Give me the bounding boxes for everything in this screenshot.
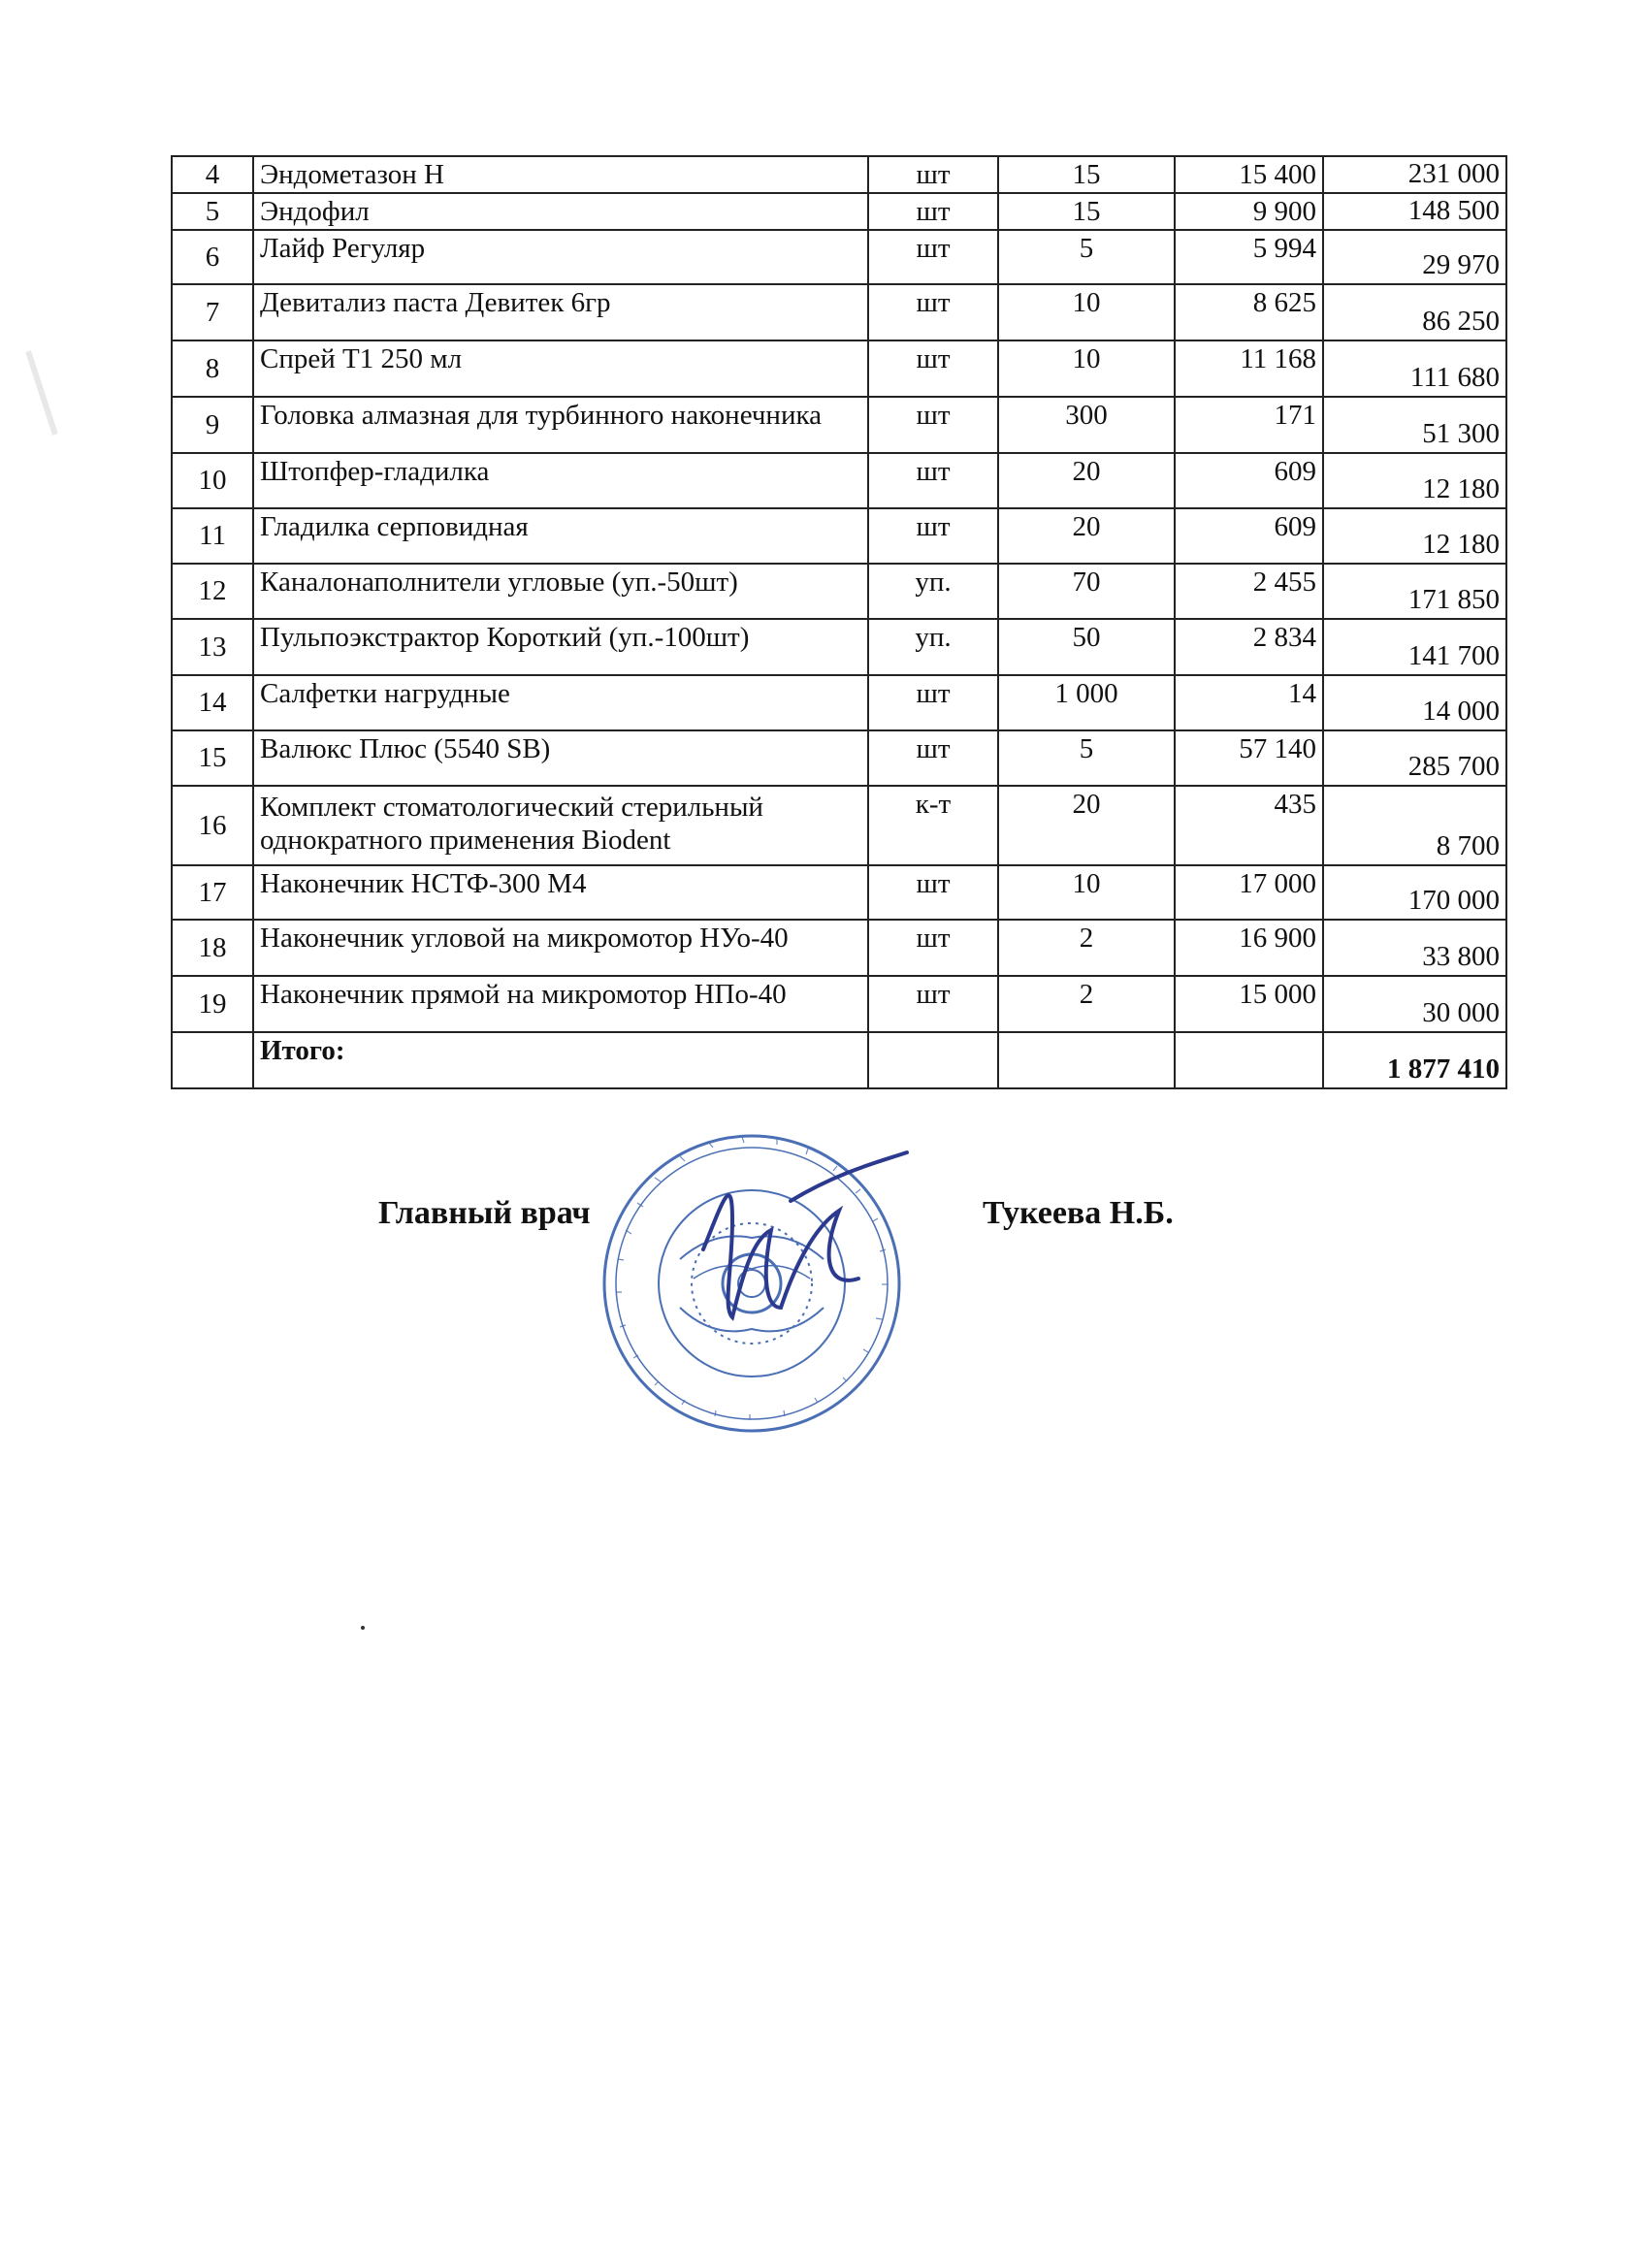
table-row [172, 976, 1506, 1032]
row-number: 16 [172, 786, 253, 865]
row-number: 10 [172, 453, 253, 508]
total-quantity-cell [998, 1032, 1175, 1088]
item-price: 57 140 [1175, 730, 1323, 786]
item-quantity: 2 [998, 920, 1175, 976]
item-unit: шт [868, 397, 998, 453]
item-sum: 14 000 [1323, 675, 1506, 730]
item-name: Комплект стоматологический стерильный однократного применения Biodent [253, 786, 868, 865]
item-unit: шт [868, 453, 998, 508]
item-name: Салфетки нагрудные [253, 675, 868, 730]
row-number: 14 [172, 675, 253, 730]
item-unit: шт [868, 156, 998, 193]
row-number: 17 [172, 865, 253, 920]
item-unit: шт [868, 193, 998, 230]
item-unit: шт [868, 976, 998, 1032]
item-price: 609 [1175, 453, 1323, 508]
item-price: 16 900 [1175, 920, 1323, 976]
signer-role: Главный врач [378, 1195, 591, 1231]
item-name: Наконечник прямой на микромотор НПо-40 [253, 976, 868, 1032]
signer-name: Тукеева Н.Б. [983, 1195, 1174, 1231]
table-row [172, 284, 1506, 340]
item-unit: шт [868, 730, 998, 786]
item-unit: шт [868, 865, 998, 920]
item-name: Головка алмазная для турбинного наконечника [253, 397, 868, 453]
item-name: Гладилка серповидная [253, 508, 868, 564]
item-unit: к-т [868, 786, 998, 865]
table-row [172, 675, 1506, 730]
table-row [172, 156, 1506, 193]
item-name: Эндофил [253, 193, 868, 230]
row-number: 19 [172, 976, 253, 1032]
item-price: 2 455 [1175, 564, 1323, 619]
item-sum: 170 000 [1323, 865, 1506, 920]
item-unit: шт [868, 675, 998, 730]
row-number: 12 [172, 564, 253, 619]
item-price: 8 625 [1175, 284, 1323, 340]
item-quantity: 5 [998, 230, 1175, 284]
item-unit: уп. [868, 619, 998, 675]
item-name: Пульпоэкстрактор Короткий (уп.-100шт) [253, 619, 868, 675]
item-quantity: 2 [998, 976, 1175, 1032]
item-price: 2 834 [1175, 619, 1323, 675]
item-sum: 171 850 [1323, 564, 1506, 619]
item-price: 17 000 [1175, 865, 1323, 920]
table-row [172, 564, 1506, 619]
row-number: 7 [172, 284, 253, 340]
total-value: 1 877 410 [1323, 1032, 1506, 1088]
item-unit: шт [868, 230, 998, 284]
total-price-cell [1175, 1032, 1323, 1088]
item-sum: 12 180 [1323, 508, 1506, 564]
row-number: 9 [172, 397, 253, 453]
item-sum: 148 500 [1323, 193, 1506, 230]
item-price: 9 900 [1175, 193, 1323, 230]
item-quantity: 10 [998, 340, 1175, 397]
item-sum: 8 700 [1323, 786, 1506, 865]
item-unit: уп. [868, 564, 998, 619]
item-sum: 111 680 [1323, 340, 1506, 397]
row-number: 18 [172, 920, 253, 976]
item-price: 5 994 [1175, 230, 1323, 284]
item-name: Эндометазон Н [253, 156, 868, 193]
table-row [172, 193, 1506, 230]
item-sum: 29 970 [1323, 230, 1506, 284]
scan-edge-mark [25, 350, 58, 435]
item-price: 171 [1175, 397, 1323, 453]
item-sum: 51 300 [1323, 397, 1506, 453]
item-name: Валюкс Плюс (5540 SB) [253, 730, 868, 786]
item-name: Наконечник НСТФ-300 М4 [253, 865, 868, 920]
table-row [172, 508, 1506, 564]
row-number: 13 [172, 619, 253, 675]
item-sum: 33 800 [1323, 920, 1506, 976]
item-price: 435 [1175, 786, 1323, 865]
item-name: Каналонаполнители угловые (уп.-50шт) [253, 564, 868, 619]
item-sum: 86 250 [1323, 284, 1506, 340]
row-number: 8 [172, 340, 253, 397]
item-price: 15 000 [1175, 976, 1323, 1032]
item-sum: 141 700 [1323, 619, 1506, 675]
item-quantity: 15 [998, 156, 1175, 193]
table-row [172, 730, 1506, 786]
item-quantity: 20 [998, 508, 1175, 564]
table-row [172, 920, 1506, 976]
item-quantity: 300 [998, 397, 1175, 453]
table-row [172, 397, 1506, 453]
table-row [172, 453, 1506, 508]
total-number-cell [172, 1032, 253, 1088]
item-sum: 285 700 [1323, 730, 1506, 786]
item-unit: шт [868, 340, 998, 397]
table-row [172, 865, 1506, 920]
table-row [172, 340, 1506, 397]
row-number: 6 [172, 230, 253, 284]
item-quantity: 10 [998, 284, 1175, 340]
total-unit-cell [868, 1032, 998, 1088]
item-quantity: 1 000 [998, 675, 1175, 730]
row-number: 4 [172, 156, 253, 193]
handwritten-signature [703, 1152, 907, 1317]
item-quantity: 20 [998, 453, 1175, 508]
item-quantity: 50 [998, 619, 1175, 675]
item-price: 15 400 [1175, 156, 1323, 193]
table-row [172, 786, 1506, 865]
item-unit: шт [868, 284, 998, 340]
item-price: 609 [1175, 508, 1323, 564]
item-name: Лайф Регуляр [253, 230, 868, 284]
item-name: Штопфер-гладилка [253, 453, 868, 508]
row-number: 11 [172, 508, 253, 564]
item-quantity: 15 [998, 193, 1175, 230]
item-quantity: 5 [998, 730, 1175, 786]
item-sum: 30 000 [1323, 976, 1506, 1032]
item-price: 14 [1175, 675, 1323, 730]
row-number: 5 [172, 193, 253, 230]
item-name: Спрей Т1 250 мл [253, 340, 868, 397]
item-sum: 231 000 [1323, 156, 1506, 193]
item-unit: шт [868, 920, 998, 976]
total-label: Итого: [253, 1032, 868, 1088]
item-quantity: 70 [998, 564, 1175, 619]
item-price: 11 168 [1175, 340, 1323, 397]
item-quantity: 20 [998, 786, 1175, 865]
item-name: Девитализ паста Девитек 6гр [253, 284, 868, 340]
item-sum: 12 180 [1323, 453, 1506, 508]
total-row [172, 1032, 1506, 1088]
item-quantity: 10 [998, 865, 1175, 920]
row-number: 15 [172, 730, 253, 786]
scan-artifact-dot [361, 1626, 365, 1630]
item-unit: шт [868, 508, 998, 564]
item-name: Наконечник угловой на микромотор НУо-40 [253, 920, 868, 976]
table-row [172, 230, 1506, 284]
round-seal-icon [587, 1114, 917, 1443]
table-row [172, 619, 1506, 675]
items-table [171, 155, 1507, 1089]
